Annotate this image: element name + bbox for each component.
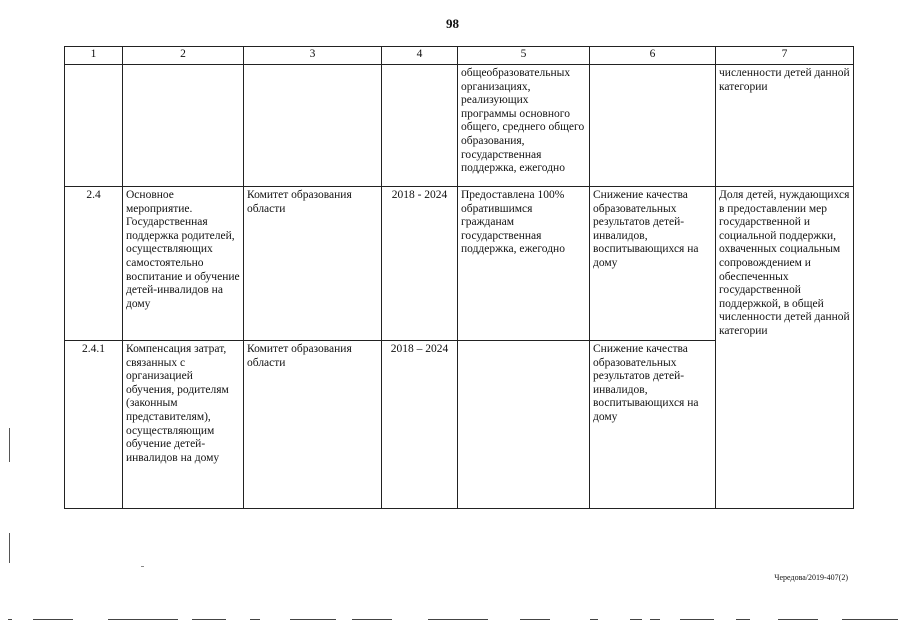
column-header-1: 1 xyxy=(65,47,123,65)
scan-dash xyxy=(108,619,178,620)
scan-dash xyxy=(650,619,660,620)
cell-activity-name: Основное мероприятие. Государственная поддержка родителей, осуществляющих самостоятельно воспитание и обучение детей-инвалидов на дому xyxy=(123,187,244,341)
cell-consequence: Снижение качества образовательных результатов детей-инвалидов, воспитывающихся на дому xyxy=(590,187,716,341)
cell-executor xyxy=(244,65,382,187)
scan-dash xyxy=(778,619,818,620)
cell-indicator: численности детей данной категории xyxy=(716,65,854,187)
scan-dash xyxy=(680,619,714,620)
scan-artifacts xyxy=(0,617,905,623)
scan-dash xyxy=(736,619,750,620)
scan-dash xyxy=(428,619,488,620)
scan-edge-mark xyxy=(9,428,10,462)
scan-dash xyxy=(8,619,12,620)
column-header-5: 5 xyxy=(458,47,590,65)
document-footer-code: Чередова/2019-407(2) xyxy=(774,573,848,582)
program-activities-table xyxy=(64,46,854,509)
cell-expected-result: Предоставлена 100% обратившимся гражданам государственная поддержка, ежегодно xyxy=(458,187,590,341)
cell-period xyxy=(382,65,458,187)
cell-activity-name: Компенсация затрат, связанных с организацией обучения, родителям (законным представителям), осуществляющим обучение детей-инвалидов на дому xyxy=(123,341,244,509)
scan-dash xyxy=(590,619,598,620)
scan-dash xyxy=(250,619,260,620)
table-header-row xyxy=(65,47,854,65)
scan-dash xyxy=(290,619,336,620)
cell-consequence xyxy=(590,65,716,187)
column-header-4: 4 xyxy=(382,47,458,65)
cell-indicator: Доля детей, нуждающихся в предоставлении мер государственной и социальной поддержки, охваченных социальным сопровождением и обеспеченных государственной поддержкой, в общей численности детей данной категории xyxy=(716,187,854,509)
cell-period: 2018 – 2024 xyxy=(382,341,458,509)
column-header-7: 7 xyxy=(716,47,854,65)
cell-number xyxy=(65,65,123,187)
cell-consequence: Снижение качества образовательных результатов детей-инвалидов, воспитывающихся на дому xyxy=(590,341,716,509)
scan-dash xyxy=(33,619,73,620)
cell-activity-name xyxy=(123,65,244,187)
column-header-6: 6 xyxy=(590,47,716,65)
cell-executor: Комитет образования области xyxy=(244,341,382,509)
cell-number: 2.4 xyxy=(65,187,123,341)
cell-executor: Комитет образования области xyxy=(244,187,382,341)
scan-dash xyxy=(352,619,392,620)
scan-dash xyxy=(630,619,642,620)
scan-dash xyxy=(192,619,226,620)
table-row-continued xyxy=(65,65,854,187)
scan-dash xyxy=(842,619,898,620)
cell-expected-result xyxy=(458,341,590,509)
cell-number: 2.4.1 xyxy=(65,341,123,509)
page-number: 98 xyxy=(446,16,459,31)
cell-expected-result: общеобразовательных организациях, реализующих программы основного общего, среднего общего образования, государственная поддержка, ежегодно xyxy=(458,65,590,187)
table-row-2-4 xyxy=(65,187,854,341)
scan-edge-mark xyxy=(9,533,10,563)
scan-dash xyxy=(520,619,550,620)
column-header-2: 2 xyxy=(123,47,244,65)
column-header-3: 3 xyxy=(244,47,382,65)
scan-speck xyxy=(141,566,144,567)
cell-period: 2018 - 2024 xyxy=(382,187,458,341)
